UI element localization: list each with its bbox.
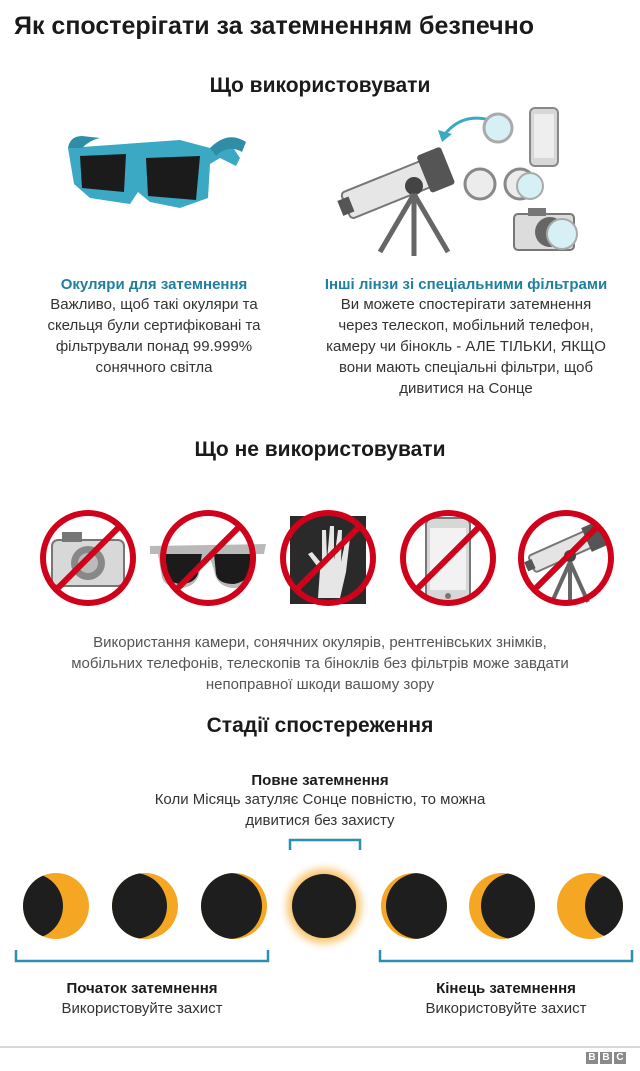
phase-total-icon	[278, 860, 370, 952]
page-title: Як спостерігати за затемненням безпечно	[14, 12, 535, 40]
dont-caption-line: непоправної шкоди вашому зору	[205, 676, 435, 693]
glasses-text-line: фільтрували понад 99.999%	[55, 338, 253, 355]
start-bracket	[14, 948, 270, 964]
end-eclipse-block	[378, 980, 634, 1019]
sunglasses-prohibited-icon	[148, 508, 268, 608]
bbc-logo-letter: C	[614, 1052, 626, 1064]
start-eclipse-text: Використовуйте захист	[61, 1000, 223, 1017]
glasses-text-line: скельця були сертифіковані та	[47, 317, 261, 334]
total-eclipse-line: Коли Місяць затуляє Сонце повністю, то можна	[154, 791, 486, 808]
glasses-heading: Окуляри для затемнення	[60, 276, 248, 293]
dont-caption-line: Використання камери, сонячних окулярів, рентгенівських знімків,	[93, 634, 547, 651]
phase-1-icon	[0, 873, 89, 939]
phase-2-icon	[101, 873, 178, 939]
end-bracket	[378, 948, 634, 964]
eclipse-phases	[0, 860, 640, 960]
bbc-logo-letter: B	[586, 1052, 598, 1064]
lenses-text-line: дивитися на Сонце	[399, 380, 533, 397]
lenses-text-line: через телескоп, мобільний телефон,	[338, 317, 594, 334]
lenses-text-line: вони мають спеціальні фільтри, щоб	[338, 359, 594, 376]
dont-caption-line: мобільних телефонів, телескопів та біноклів без фільтрів може завдати	[71, 655, 569, 672]
phase-6-icon	[469, 873, 547, 939]
glasses-block	[10, 276, 298, 378]
telescope-lenses-icon	[330, 100, 600, 260]
glasses-text-line: Важливо, щоб такі окуляри та	[50, 296, 258, 313]
total-eclipse-block	[100, 772, 540, 831]
bbc-logo	[586, 1052, 626, 1064]
end-eclipse-heading: Кінець затемнення	[436, 980, 576, 997]
glasses-text-line: сонячного світла	[95, 359, 213, 376]
lenses-text-line: камеру чи бінокль - АЛЕ ТІЛЬКИ, ЯКЩО	[326, 338, 606, 355]
start-eclipse-heading: Початок затемнення	[66, 980, 218, 997]
phase-3-icon	[196, 873, 267, 939]
phase-7-icon	[557, 873, 640, 939]
dont-heading: Що не використовувати	[194, 438, 446, 461]
bbc-logo-letter: B	[600, 1052, 612, 1064]
camera-prohibited-icon	[38, 508, 138, 608]
total-eclipse-line: дивитися без захисту	[245, 812, 395, 829]
dont-caption	[0, 632, 640, 695]
use-heading: Що використовувати	[209, 74, 431, 97]
eclipse-glasses-icon	[60, 118, 250, 228]
mobile-phone-prohibited-icon	[398, 508, 498, 608]
total-bracket	[288, 838, 362, 852]
start-eclipse-block	[14, 980, 270, 1019]
lenses-heading: Інші лінзи зі спеціальними фільтрами	[324, 276, 608, 293]
telescope-prohibited-icon	[516, 508, 616, 608]
lenses-text-line: Ви можете спостерігати затемнення	[340, 296, 592, 313]
footer-divider	[0, 1046, 640, 1048]
end-eclipse-text: Використовуйте захист	[425, 1000, 587, 1017]
lenses-block	[296, 276, 636, 399]
xray-prohibited-icon	[278, 508, 378, 608]
phase-5-icon	[381, 873, 452, 939]
total-eclipse-heading: Повне затемнення	[251, 772, 389, 789]
stages-heading: Стадії спостереження	[206, 714, 434, 737]
